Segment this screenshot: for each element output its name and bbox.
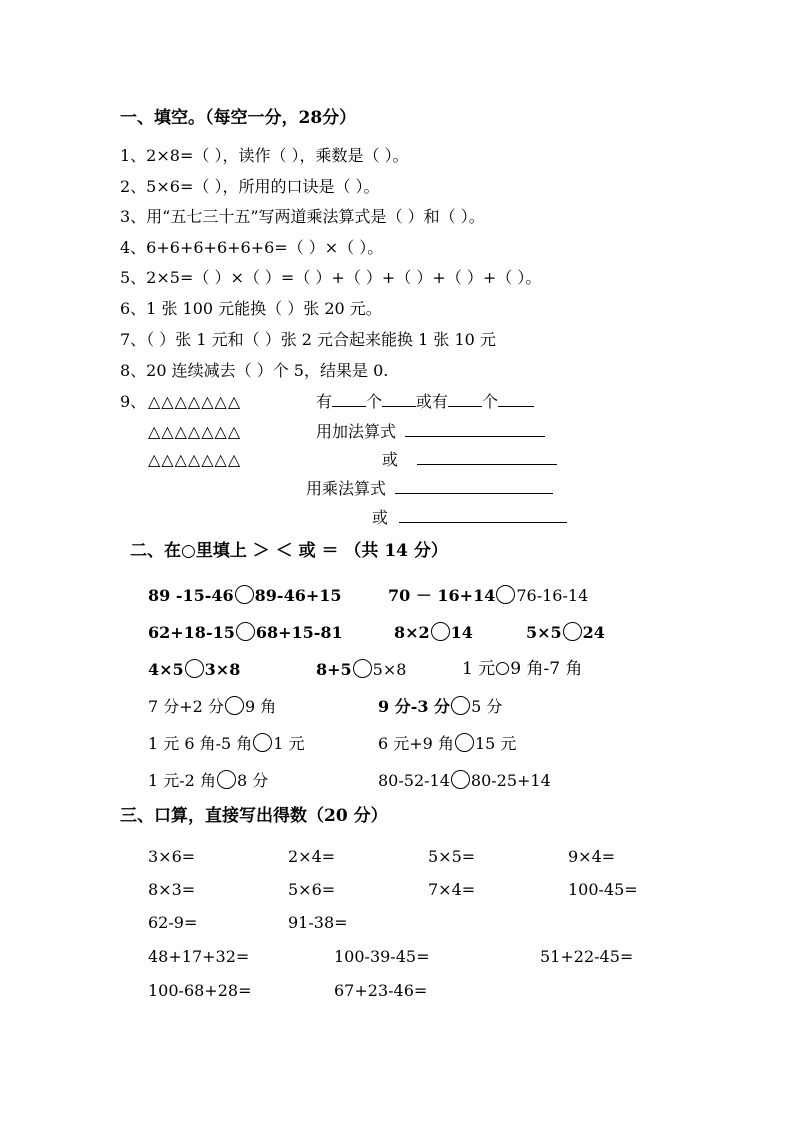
question-1: 1、2×8=（ ），读作（ ），乘数是（ ）。 bbox=[120, 146, 409, 165]
section1-title: 一、填空。（每空一分，28分） bbox=[120, 108, 357, 128]
question-9-number: 9、 bbox=[120, 392, 147, 411]
question-9-groups bbox=[316, 392, 534, 412]
compare-circle[interactable] bbox=[235, 585, 254, 604]
triangle-row-2: △△△△△△△ bbox=[148, 422, 242, 441]
multiplication-or-blank[interactable] bbox=[399, 508, 567, 523]
compare-circle[interactable] bbox=[236, 622, 255, 641]
compare-item: 80-52-14 80-25+14 bbox=[378, 771, 551, 790]
mental-math-item: 100-45= bbox=[568, 880, 638, 899]
or-label: 或 bbox=[382, 450, 399, 469]
compare-circle[interactable] bbox=[431, 622, 450, 641]
compare-item: 70 － 16+14 76-16-14 bbox=[388, 586, 589, 605]
compare-item: 4×5 3×8 bbox=[148, 660, 241, 679]
mental-math-item: 8×3= bbox=[148, 880, 196, 899]
multiplication-or-line bbox=[372, 508, 567, 528]
compare-circle[interactable] bbox=[455, 733, 474, 752]
mental-math-item: 100-68+28= bbox=[148, 981, 252, 1000]
triangle-row-3: △△△△△△△ bbox=[148, 450, 242, 469]
ge-label: 个 bbox=[482, 392, 499, 411]
compare-item: 1 元 9 角-7 角 bbox=[462, 659, 583, 679]
blank-line[interactable] bbox=[448, 392, 482, 407]
section2-title: 二、在○里填上 ＞ ＜ 或 ＝ （共 14 分） bbox=[130, 541, 448, 561]
compare-item: 7 分+2 分 9 角 bbox=[148, 697, 277, 716]
question-3: 3、用“五七三十五”写两道乘法算式是（ ）和（ ）。 bbox=[120, 207, 485, 226]
compare-circle[interactable] bbox=[353, 659, 372, 678]
section3-title: 三、口算，直接写出得数（20 分） bbox=[120, 806, 388, 826]
compare-item: 5×5 24 bbox=[526, 623, 605, 642]
triangle-row-1: △△△△△△△ bbox=[148, 392, 242, 411]
mental-math-item: 62-9= bbox=[148, 913, 198, 932]
compare-item: 9 分-3 分 5 分 bbox=[378, 697, 503, 716]
blank-line[interactable] bbox=[382, 392, 416, 407]
addition-label: 用加法算式 bbox=[316, 422, 397, 441]
addition-or-blank[interactable] bbox=[417, 450, 557, 465]
question-4: 4、6+6+6+6+6+6=（ ）×（ ）。 bbox=[120, 238, 384, 257]
you-label: 有 bbox=[316, 392, 333, 411]
addition-line bbox=[316, 422, 545, 442]
huo-you-label: 或有 bbox=[416, 392, 449, 411]
compare-circle[interactable] bbox=[225, 696, 244, 715]
ge-label: 个 bbox=[366, 392, 383, 411]
mental-math-item: 2×4= bbox=[288, 847, 336, 866]
mental-math-item: 3×6= bbox=[148, 847, 196, 866]
mental-math-item: 91-38= bbox=[288, 913, 348, 932]
compare-circle[interactable] bbox=[217, 770, 236, 789]
compare-item: 1 元 6 角-5 角 1 元 bbox=[148, 734, 305, 753]
multiplication-line bbox=[306, 479, 553, 499]
question-8: 8、20 连续减去（ ）个 5，结果是 0. bbox=[120, 361, 389, 380]
compare-item: 8+5 5×8 bbox=[316, 660, 407, 679]
blank-line[interactable] bbox=[332, 392, 366, 407]
addition-or-line bbox=[382, 450, 557, 470]
or-label: 或 bbox=[372, 508, 389, 527]
question-7: 7、（ ）张 1 元和（ ）张 2 元合起来能换 1 张 10 元 bbox=[120, 330, 496, 349]
compare-circle[interactable] bbox=[185, 659, 204, 678]
blank-line[interactable] bbox=[498, 392, 534, 407]
compare-item: 6 元+9 角 15 元 bbox=[378, 734, 517, 753]
compare-circle[interactable] bbox=[253, 733, 272, 752]
multiplication-blank[interactable] bbox=[395, 479, 553, 494]
compare-item: 8×2 14 bbox=[394, 623, 473, 642]
question-6: 6、1 张 100 元能换（ ）张 20 元。 bbox=[120, 299, 382, 318]
question-5: 5、2×5=（ ）×（ ）=（ ）+（ ）+（ ）+（ ）+（ ）。 bbox=[120, 268, 542, 287]
compare-circle[interactable] bbox=[451, 770, 470, 789]
mental-math-item: 9×4= bbox=[568, 847, 616, 866]
compare-circle[interactable] bbox=[496, 662, 509, 675]
mental-math-item: 5×5= bbox=[428, 847, 476, 866]
addition-blank[interactable] bbox=[405, 422, 545, 437]
compare-circle[interactable] bbox=[451, 696, 470, 715]
mental-math-item: 67+23-46= bbox=[334, 981, 428, 1000]
mental-math-item: 51+22-45= bbox=[540, 947, 634, 966]
compare-item: 1 元-2 角 8 分 bbox=[148, 771, 269, 790]
mental-math-item: 48+17+32= bbox=[148, 947, 250, 966]
compare-circle[interactable] bbox=[496, 585, 515, 604]
compare-item: 89 -15-46 89-46+15 bbox=[148, 586, 342, 605]
mental-math-item: 100-39-45= bbox=[334, 947, 430, 966]
multiplication-label: 用乘法算式 bbox=[306, 479, 387, 498]
compare-circle[interactable] bbox=[563, 622, 582, 641]
question-2: 2、5×6=（ ），所用的口诀是（ ）。 bbox=[120, 177, 380, 196]
mental-math-item: 5×6= bbox=[288, 880, 336, 899]
mental-math-item: 7×4= bbox=[428, 880, 476, 899]
compare-item: 62+18-15 68+15-81 bbox=[148, 623, 343, 642]
